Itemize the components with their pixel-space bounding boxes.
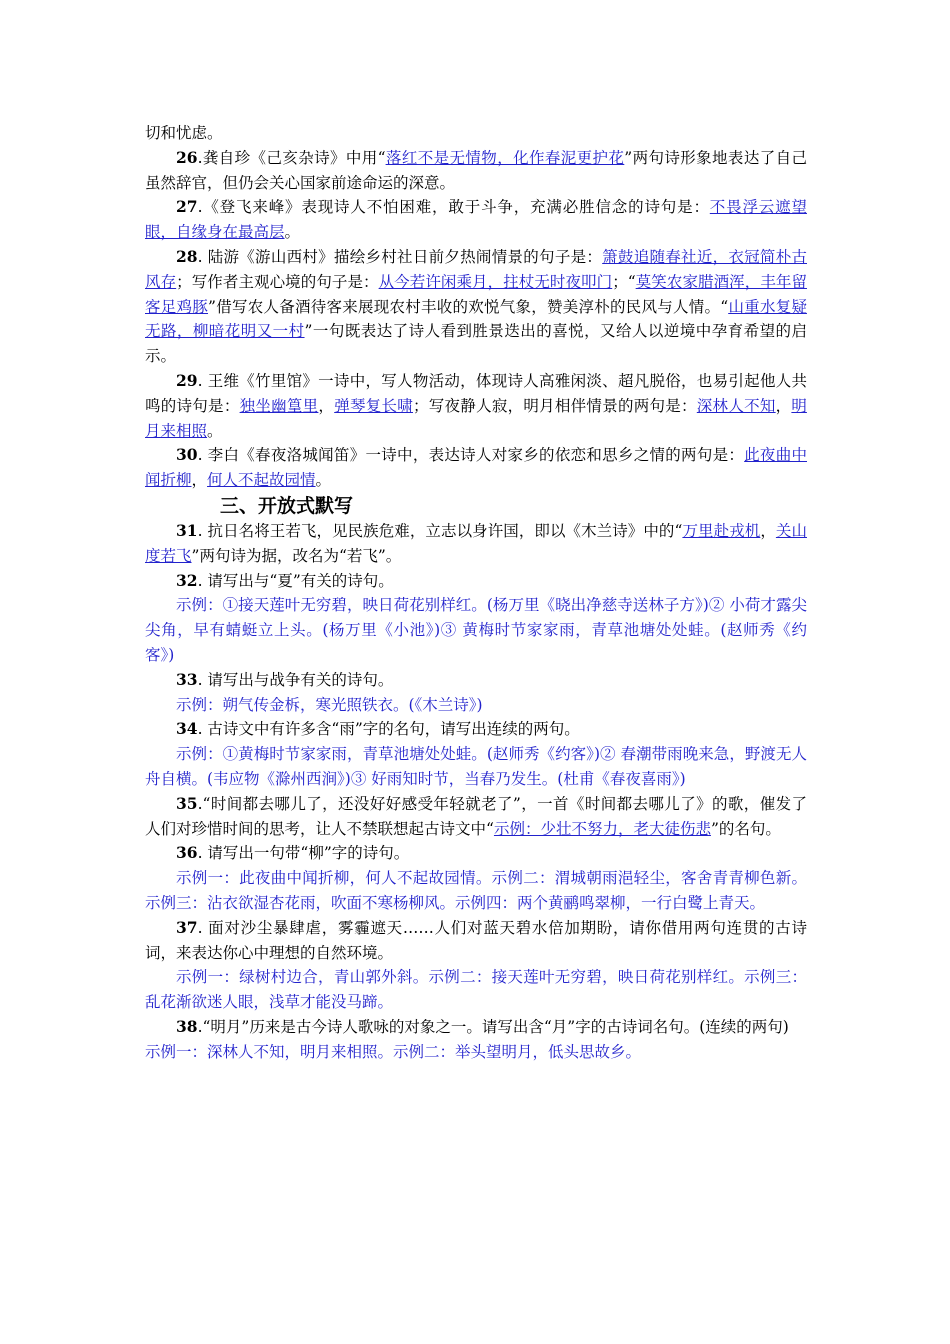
question-text: .“明月”历来是古今诗人歌咏的对象之一。请写出含“月”字的古诗词名句。(连续的两句): [197, 1017, 789, 1036]
answer-example: 示例一：绿树村边合，青山郭外斜。示例二：接天莲叶无穷碧，映日荷花别样红。示例三：乱花渐欲迷人眼，浅草才能没马蹄。: [145, 968, 807, 1012]
answer: 弹琴复长啸: [334, 396, 414, 415]
question-number: 26: [176, 147, 198, 167]
answer: 独坐幽篁里: [239, 396, 319, 415]
question-text: . 陆游《游山西村》描绘乡村社日前夕热闹情景的句子是：: [197, 247, 603, 266]
question-text: .龚自珍《己亥杂诗》中用“: [197, 148, 386, 167]
question-number: 36: [176, 843, 198, 863]
question-number: 34: [176, 719, 198, 739]
answer-example: 示例：①黄梅时节家家雨，青草池塘处处蛙。(赵师秀《约客》)② 春潮带雨晚来急，野渡无人舟自横。(韦应物《滁州西涧》)③ 好雨知时节，当春乃发生。(杜甫《春夜喜雨》): [145, 745, 807, 788]
answer: 关山度若飞: [145, 521, 807, 565]
question-text: 。: [315, 471, 332, 490]
question-number: 31: [176, 520, 198, 540]
answer: 落红不是无情物，化作春泥更护花: [385, 148, 625, 167]
answer-example: 示例一：此夜曲中闻折柳，何人不起故园情。示例二：渭城朝雨浥轻尘，客舍青青柳色新。示例三：沾衣欲湿杏花雨，吹面不寒杨柳风。示例四：两个黄鹂鸣翠柳，一行白鹭上青天。: [145, 869, 807, 912]
question-26: [145, 146, 807, 196]
question-text: ，: [775, 396, 792, 415]
question-text: ”两句诗形象地表达了自己虽然辞官，但仍会关心国家前途命运的深意。: [145, 148, 807, 192]
answer: 不畏浮云遮望眼，自缘身在最高层: [145, 198, 807, 242]
answer-example: 示例：①接天莲叶无穷碧，映日荷花别样红。(杨万里《晓出净慈寺送林子方》)② 小荷才露尖尖角，早有蜻蜓立上头。(杨万里《小池》)③ 黄梅时节家家雨，青草池塘处处蛙。(赵师秀《约客》): [145, 596, 807, 664]
question-text: ，: [191, 471, 208, 490]
question-text: . 面对沙尘暴肆虐，雾霾遮天……人们对蓝天碧水倍加期盼，请你借用两句连贯的古诗词，来表达你心中理想的自然环境。: [145, 918, 807, 962]
question-number: 30: [176, 445, 198, 465]
question-37: [145, 916, 807, 966]
question-number: 29: [176, 370, 198, 390]
answer: 深林人不知: [696, 396, 776, 415]
question-text: . 李白《春夜洛城闻笛》一诗中，表达诗人对家乡的依恋和思乡之情的两句是：: [197, 446, 745, 465]
question-number: 38: [176, 1016, 198, 1036]
answer: 从今若许闲乘月，拄杖无时夜叩门: [378, 272, 613, 291]
question-text: ；“: [612, 272, 636, 291]
answer: 此夜曲中闻折柳: [145, 446, 807, 490]
question-38: [145, 1015, 807, 1040]
question-text: ，: [318, 396, 335, 415]
question-31: [145, 519, 807, 569]
answer: 箫鼓追随春社近，衣冠简朴古风存: [145, 247, 807, 291]
question-33: [145, 668, 807, 693]
question-29: [145, 369, 807, 443]
answer: 何人不起故园情: [207, 471, 316, 490]
question-text: 。: [207, 421, 223, 440]
question-34: [145, 717, 807, 742]
question-text: ”两句诗为据，改名为“若飞”。: [191, 546, 402, 565]
question-30: [145, 443, 807, 493]
question-35: [145, 792, 807, 842]
question-text: . 请写出一句带“柳”字的诗句。: [197, 844, 410, 863]
question-text: .“时间都去哪儿了，还没好好感受年轻就老了”，一首《时间都去哪儿了》的歌，催发了人们对珍惜时间的思考，让人不禁联想起古诗文中“: [145, 794, 807, 838]
answer: 山重水复疑无路，柳暗花明又一村: [145, 297, 807, 341]
question-text: .《登飞来峰》表现诗人不怕困难，敢于斗争，充满必胜信念的诗句是：: [197, 198, 710, 217]
question-text: . 请写出与战争有关的诗句。: [197, 670, 394, 689]
answer: 示例：少壮不努力，老大徒伤悲: [493, 819, 711, 838]
section-heading: 三、开放式默写: [220, 494, 354, 517]
question-number: 33: [176, 669, 198, 689]
question-number: 32: [176, 570, 198, 590]
question-text: ，: [760, 521, 776, 540]
question-number: 37: [176, 917, 198, 937]
question-text: ”的名句。: [710, 819, 781, 838]
answer-example: 示例：朔气传金柝，寒光照铁衣。(《木兰诗》): [176, 695, 483, 714]
question-text: . 王维《竹里馆》一诗中，写人物活动，体现诗人高雅闲淡、超凡脱俗，也易引起他人共鸣的诗句是：: [145, 371, 807, 415]
answer: 明月来相照: [145, 396, 807, 440]
question-32: [145, 569, 807, 594]
question-text: . 古诗文中有许多含“雨”字的名句，请写出连续的两句。: [197, 720, 580, 739]
document-page: [145, 121, 807, 1064]
answer-example: 示例一：深林人不知，明月来相照。示例二：举头望明月，低头思故乡。: [145, 1042, 642, 1061]
question-27: [145, 195, 807, 245]
question-text: ”一句既表达了诗人看到胜景迭出的喜悦，又给人以逆境中孕育希望的启示。: [145, 322, 807, 366]
question-text: ；写作者主观心境的句子是：: [176, 272, 379, 291]
question-number: 35: [176, 793, 198, 813]
question-text: . 请写出与“夏”有关的诗句。: [197, 571, 394, 590]
question-text: ；写夜静人寂，明月相伴情景的两句是：: [413, 396, 697, 415]
question-number: 27: [176, 197, 198, 217]
answer: 万里赴戎机: [682, 521, 761, 540]
answer: 莫笑农家腊酒浑，丰年留客足鸡豚: [145, 272, 807, 316]
question-text: 。: [284, 223, 301, 242]
question-text: . 抗日名将王若飞，见民族危难，立志以身许国，即以《木兰诗》中的“: [197, 521, 683, 540]
intro-tail: 切和忧虑。: [145, 124, 223, 142]
question-28: [145, 245, 807, 369]
question-number: 28: [176, 246, 198, 266]
question-text: ”借写农人备酒待客来展现农村丰收的欢悦气象，赞美淳朴的民风与人情。“: [208, 297, 729, 316]
question-36: [145, 841, 807, 866]
